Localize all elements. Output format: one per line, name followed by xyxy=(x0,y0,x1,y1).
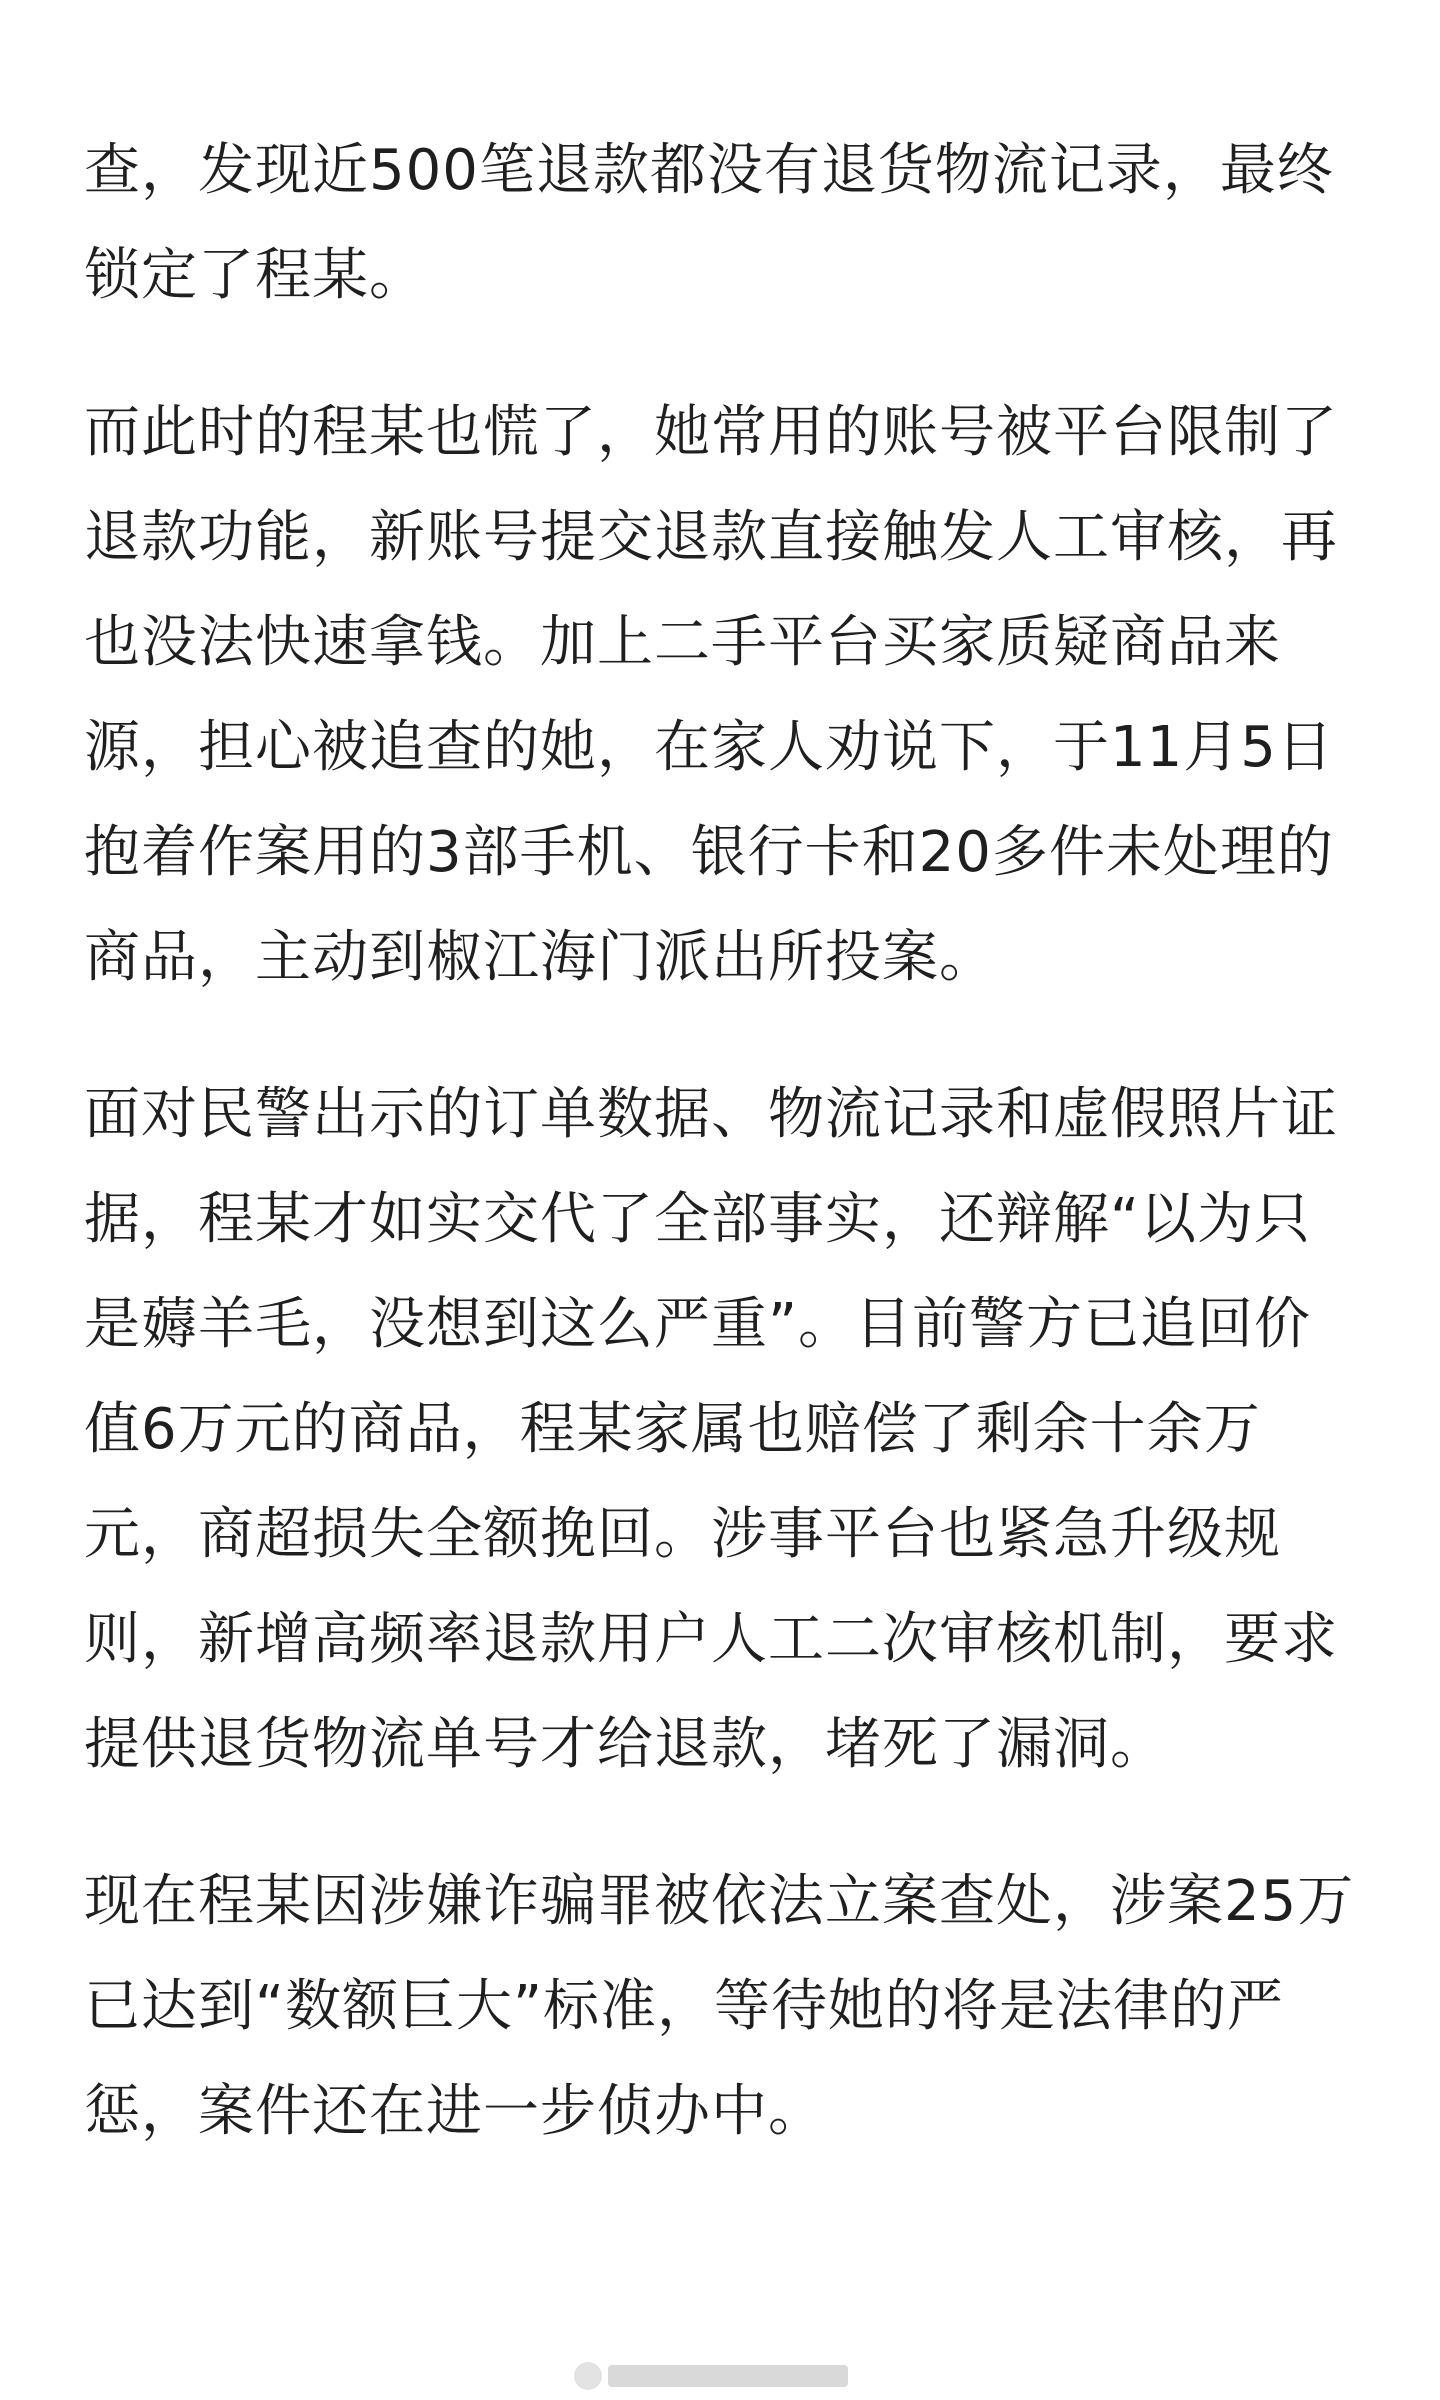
watermark-text-blur xyxy=(608,2365,848,2387)
watermark xyxy=(574,2362,866,2390)
article-body xyxy=(84,118,1360,2164)
article-paragraph: 查，发现近500笔退款都没有退货物流记录，最终锁定了程某。 xyxy=(84,138,1334,308)
article-paragraph: 而此时的程某也慌了，她常用的账号被平台限制了退款功能，新账号提交退款直接触发人工审核，再也没法快速拿钱。加上二手平台买家质疑商品来源，担心被追查的她，在家人劝说下，于11月5日抱着作案用的3部手机、银行卡和20多件未处理的商品，主动到椒江海门派出所投案。 xyxy=(84,400,1338,990)
article-paragraph: 面对民警出示的订单数据、物流记录和虚假照片证据，程某才如实交代了全部事实，还辩解“以为只是薅羊毛，没想到这么严重”。目前警方已追回价值6万元的商品，程某家属也赔偿了剩余十余万元，商超损失全额挽回。涉事平台也紧急升级规则，新增高频率退款用户人工二次审核机制，要求提供退货物流单号才给退款，堵死了漏洞。 xyxy=(84,1082,1338,1777)
watermark-logo-icon xyxy=(574,2362,602,2390)
article-paragraph: 现在程某因涉嫌诈骗罪被依法立案查处，涉案25万已达到“数额巨大”标准，等待她的将是法律的严惩，案件还在进一步侦办中。 xyxy=(84,1869,1355,2144)
